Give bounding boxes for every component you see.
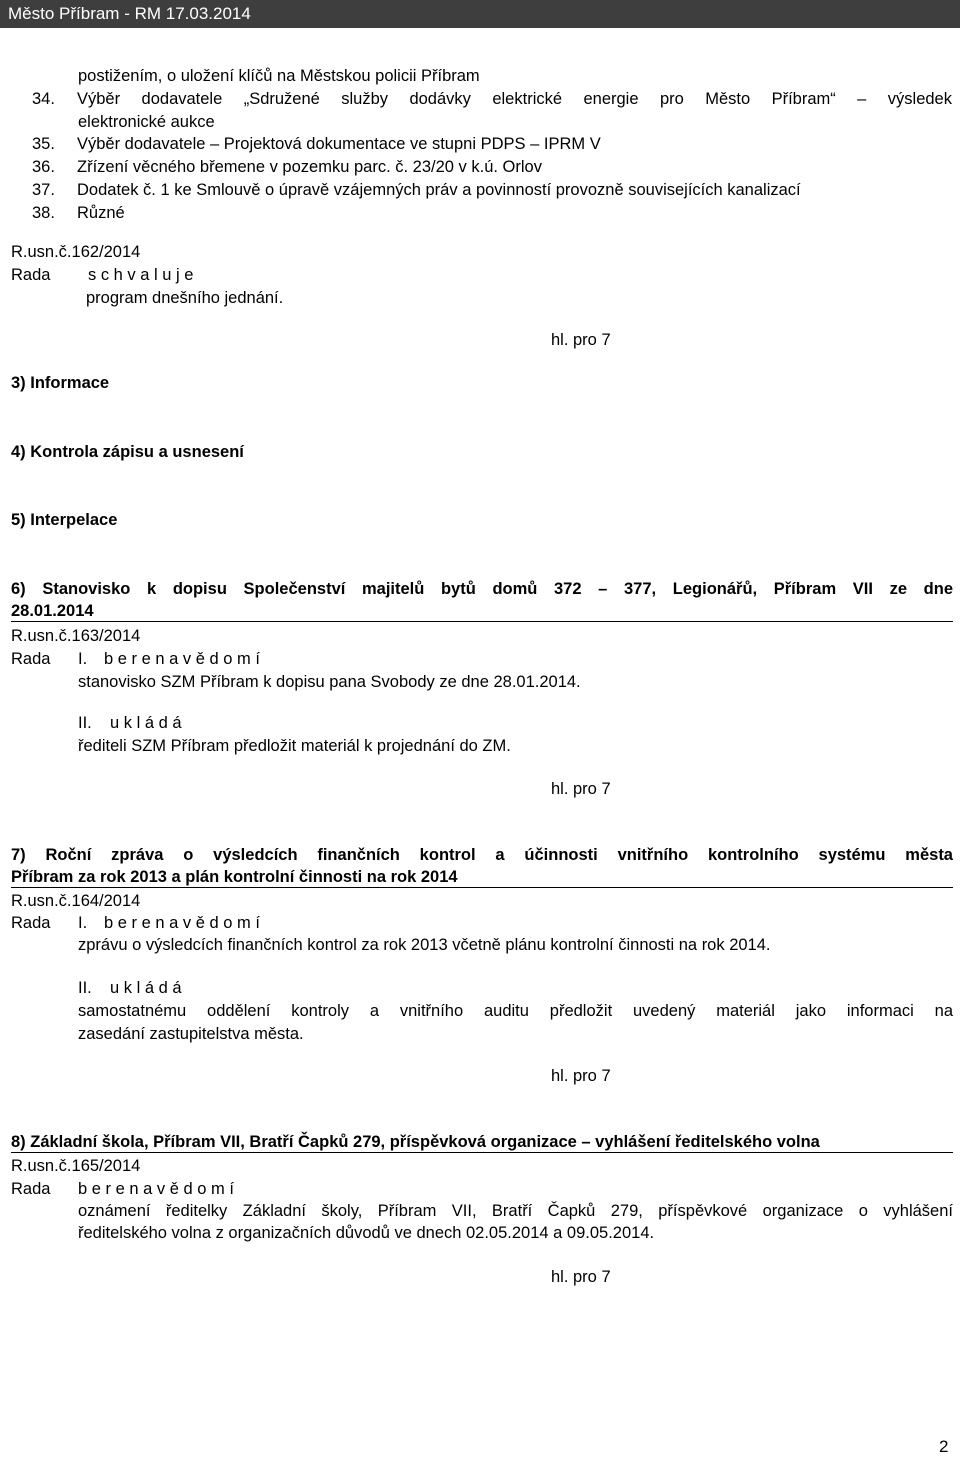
resolution-text: program dnešního jednání. xyxy=(86,289,284,307)
council-label: Rada xyxy=(11,914,51,932)
resolution-text: stanovisko SZM Příbram k dopisu pana Svobody ze dne 28.01.2014. xyxy=(78,673,581,691)
resolution-number: R.usn.č.163/2014 xyxy=(11,627,141,645)
vote-result: hl. pro 7 xyxy=(551,1268,611,1286)
resolution-verb: s c h v a l u j e xyxy=(88,266,194,284)
resolution-text: řediteli SZM Příbram předložit materiál k projednání do ZM. xyxy=(78,737,511,755)
agenda-item-number: 36. xyxy=(32,158,55,176)
point-number: II. xyxy=(78,714,92,732)
section-title-informace: 3) Informace xyxy=(11,374,110,392)
resolution-verb: u k l á d á xyxy=(110,979,182,997)
resolution-number: R.usn.č.165/2014 xyxy=(11,1157,141,1175)
agenda-item-number: 35. xyxy=(32,135,55,153)
section-title-zakladni-skola: 8) Základní škola, Příbram VII, Bratří Čapků 279, příspěvková organizace – vyhlášení ředitelského volna xyxy=(11,1133,820,1151)
resolution-number: R.usn.č.164/2014 xyxy=(11,892,141,910)
resolution-text: zprávu o výsledcích finančních kontrol za rok 2013 včetně plánu kontrolní činnosti na rok 2014. xyxy=(78,936,771,954)
resolution-text-line2: zasedání zastupitelstva města. xyxy=(78,1025,304,1043)
agenda-item-text: Výběr dodavatele – Projektová dokumentace ve stupni PDPS – IPRM V xyxy=(77,135,601,153)
section-title-rocni-zprava-line2: Příbram za rok 2013 a plán kontrolní činnosti na rok 2014 xyxy=(11,868,458,886)
point-number: I. xyxy=(78,650,88,668)
resolution-text: samostatnému oddělení kontroly a vnitřního auditu předložit uvedený materiál jako informaci na xyxy=(78,1002,953,1020)
agenda-item-number: 34. xyxy=(32,90,55,108)
resolution-verb: b e r e n a v ě d o m í xyxy=(104,650,260,668)
resolution-text: oznámení ředitelky Základní školy, Příbram VII, Bratří Čapků 279, příspěvkové organizace o vyhlášení xyxy=(78,1202,953,1220)
agenda-item-35 xyxy=(32,134,601,154)
resolution-verb: b e r e n a v ě d o m í xyxy=(104,914,260,932)
header-title: Město Příbram - RM 17.03.2014 xyxy=(8,4,251,23)
council-label: Rada xyxy=(11,266,51,284)
section-underline xyxy=(11,1152,953,1153)
agenda-item-text: Zřízení věcného břemene v pozemku parc. č. 23/20 v k.ú. Orlov xyxy=(77,158,542,176)
vote-result: hl. pro 7 xyxy=(551,331,611,349)
section-title-rocni-zprava: 7) Roční zpráva o výsledcích finančních kontrol a účinnosti vnitřního kontrolního systému města xyxy=(11,846,953,864)
agenda-item-38 xyxy=(32,203,125,223)
council-label: Rada xyxy=(11,1180,51,1198)
council-label: Rada xyxy=(11,650,51,668)
resolution-verb: b e r e n a v ě d o m í xyxy=(78,1180,234,1198)
section-underline xyxy=(11,621,953,622)
agenda-item-37 xyxy=(32,180,801,200)
agenda-item-34 xyxy=(32,89,952,109)
section-title-stanovisko-line2: 28.01.2014 xyxy=(11,602,94,620)
section-title-kontrola: 4) Kontrola zápisu a usnesení xyxy=(11,443,244,461)
resolution-number: R.usn.č.162/2014 xyxy=(11,243,141,261)
section-title-interpelace: 5) Interpelace xyxy=(11,511,118,529)
section-underline xyxy=(11,887,953,888)
page-number: 2 xyxy=(939,1437,949,1456)
resolution-text-line2: ředitelského volna z organizačních důvodů ve dnech 02.05.2014 a 09.05.2014. xyxy=(78,1224,655,1242)
agenda-item-34-continuation: elektronické aukce xyxy=(78,113,215,131)
agenda-item-number: 37. xyxy=(32,181,55,199)
agenda-item-36 xyxy=(32,157,542,177)
agenda-item-text: Výběr dodavatele „Sdružené služby dodávky elektrické energie pro Město Příbram“ – výsledek xyxy=(77,90,952,108)
page-header xyxy=(0,0,960,28)
point-number: II. xyxy=(78,979,92,997)
agenda-item-text: Dodatek č. 1 ke Smlouvě o úpravě vzájemných práv a povinností provozně souvisejících kanalizací xyxy=(77,181,801,199)
agenda-item-text: Různé xyxy=(77,204,125,222)
section-title-stanovisko: 6) Stanovisko k dopisu Společenství majitelů bytů domů 372 – 377, Legionářů, Příbram VII ze dne xyxy=(11,580,953,598)
resolution-verb: u k l á d á xyxy=(110,714,182,732)
vote-result: hl. pro 7 xyxy=(551,1067,611,1085)
agenda-item-number: 38. xyxy=(32,204,55,222)
agenda-item-33-continuation: postižením, o uložení klíčů na Městskou policii Příbram xyxy=(78,67,480,85)
point-number: I. xyxy=(78,914,88,932)
vote-result: hl. pro 7 xyxy=(551,780,611,798)
